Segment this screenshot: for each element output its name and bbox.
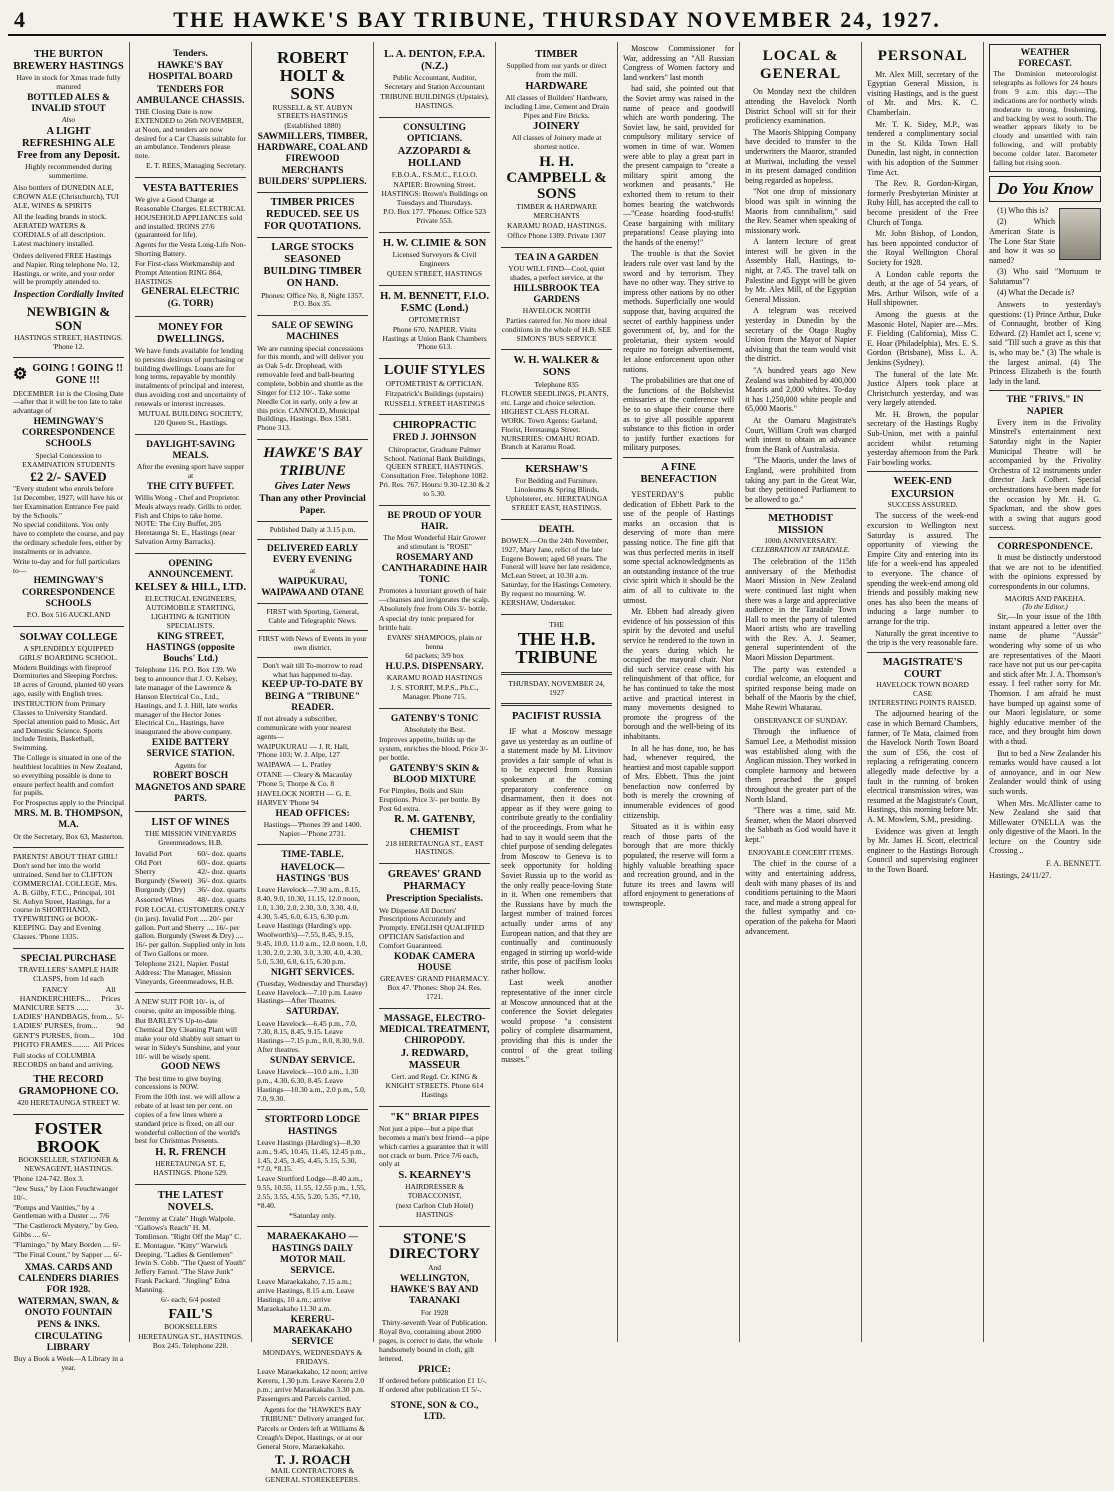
holt-trades: SAWMILLERS, TIMBER, HARDWARE, COAL AND FIREWOOD MERCHANTS BUILDERS' SUPPLIERS. <box>257 132 368 187</box>
louis-ad: LOUIF STYLES OPTOMETRIST & OPTICIAN. Fitzpatrick's Buildings (upstairs) RUSSELL STREET HASTINGS <box>379 359 490 415</box>
published-daily: Published Daily at 3.15 p.m. <box>269 524 356 534</box>
hospital-board: HAWKE'S BAY HOSPITAL BOARD <box>148 61 233 83</box>
city-buffet: THE CITY BUFFET. <box>146 481 235 492</box>
fine-benefaction: A FINE BENEFACTION <box>640 461 717 485</box>
letter-body: Sir,—In your issue of the 18th instant appeared a letter over the name de plume "Aussie" wondering why some of us who are representatives of the Maori race have not put us our per-capita and stick after Mr. J. A. Thomson's essay. I feel rather sorry for Mr. Thomson. I am afraid he must have bumped up against some of our Maori legislature, or some highly educative member of the race, and they brought him down with a thud. But to bed a New Zealander his remarks would have caused a lot of annoyance, and in our New Zealander would think of using such words. When Mrs. McAllister came to New Zealand she said that Millewater O'NELLA was the only digestive of the Maori. In the lecture on the Country side Crossing .. F. A. BENNETT. Hastings, 24/11/27. <box>989 612 1102 880</box>
french-address: HERETAUNGA ST. E, HASTINGS. Phone 529. <box>153 1159 228 1178</box>
magistrates-court: MAGISTRATE'S COURT <box>882 656 963 680</box>
stone-son: STONE, SON & CO., LTD. <box>390 1400 479 1422</box>
stones-directory: STONE'S DIRECTORY <box>389 1230 480 1263</box>
briar-ad: "K" BRIAR PIPES Not just a pipe—but a pipe that becomes a man's best friend—a pipe which carries a guarantee that it will not crack or burn. Price 7/6 each, only at S. KEARNEY'S HAIRDRESSER & TOBACCONIST, (next Carlton Club Hotel) HASTINGS <box>379 1107 490 1227</box>
massage-ad: MASSAGE, ELECTRO-MEDICAL TREATMENT, CHIROPODY. J. REDWARD, MASSEUR Cert. and Regd. Cr. KING & KNIGHT STREETS. Phone 614 Hastings <box>379 1009 490 1107</box>
foster-title: FOSTER BROOK <box>34 1118 103 1156</box>
kearneys: S. KEARNEY'S <box>398 1170 471 1182</box>
record-title: THE RECORD GRAMOPHONE CO. <box>18 1073 119 1097</box>
column-2 <box>130 42 252 1350</box>
local-general: LOCAL & GENERAL <box>760 48 842 82</box>
wine-name: Sherry <box>135 867 156 877</box>
success-assured: SUCCESS ASSURED. <box>887 499 958 509</box>
frivs-napier: THE "FRIVS." IN NAPIER <box>1006 395 1084 417</box>
column-3 <box>252 42 374 1485</box>
bottled-ales: BOTTLED ALES & INVALID STOUT <box>27 92 110 115</box>
new-suit: A NEW SUIT FOR 10/- is, of course, quite an impossible thing. <box>135 997 236 1016</box>
local-body: On Monday next the children attending the Havelock North District School will sit for their proficiency examination. The Maoris Shipping Company have decided to transfer to the underwriters the Maoror, stranded at Muriwai, including the vessel in its present damaged condition being regarded as hopeless. "Not one drop of missionary blood was spilt in winning the Maoris from cannibalism," said the Rev. Seamer when speaking of missionary work. A lantern lecture of great interest will be given in the Assembly Hall, Hastings, to-night, at 7.45. The travel talk on Palestine and Egypt will be given by Mr. Alex Mill, of the Egyptian General Mission. A telegram was received yesterday in Dunedin by the secretary of the Otago Rugby Union from the Mayor of Napier advising that the team would visit the district. "A hundred years ago New Zealand was inhabited by 400,000 Maoris and 2,000 whites. To-day it has 1,250,000 white people and 65,000 Maoris." At the Oamaru Magistrate's Court, William Croft was charged with intent to obtain an advance from the Bank of Australasia. "The Maoris, under the laws of England, were prohibited from taking any part in the Great War, but they petitioned Parliament to be allowed to go." <box>745 87 857 504</box>
letter-date: Hastings, 24/11/27. <box>989 870 1052 880</box>
timetable: TIME-TABLE. <box>281 850 344 861</box>
tribune-ad: HAWKE'S BAY TRIBUNE Gives Later News Than any other Provincial Paper. Published Daily at 3.15 p.m. DELIVERED EARLY EVERY EVENING at WAIPUKURAU, WAIPAWA AND OTANE FIRST with Sporting, General, Cable and Telegraphic News. FIRST with News of Events in your own district. Don't wait till To-morrow to read what has happened to-day. KEEP UP-TO-DATE BY BEING A "TRIBUNE" READER. If not already a subscriber, communicate with your nearest agents— WAIPUKURAU — J. R. Hall, 'Phone 103; W. J. Alpe, 127 WAIPAWA — L. Pratley OTANE — Cleary & Macaulay 'Phone 5; Thorpe & Co. 8 HAVELOCK NORTH — G. E. HARVEY 'Phone 94 HEAD OFFICES: Hastings—'Phones 39 and 1400. Napier—'Phone 2731. <box>257 440 368 845</box>
joinery-heading: JOINERY <box>533 121 581 133</box>
head-offices: HEAD OFFICES: <box>275 808 350 819</box>
bennett-subtitle: OPTOMETRIST <box>408 314 461 324</box>
kelsey-ad: OPENING ANNOUNCEMENT. KELSEY & HILL, LTD. ELECTRICAL ENGINEERS, AUTOMOBILE STARTING, LIGHTING & IGNITION SPECIALISTS. KING STREET, HASTINGS (opposite Bouchs' Ltd.) Telephone 116. P.O. Box 139. We beg to announce that J. O. Kelsey, late manager of the Lawrence & Hanson Electrical Co., Ltd., Hastings, and J. J. Hill, late works manager of the Hector Jones Electrical Co., Hastings, have inaugurated the above company. EXIDE BATTERY SERVICE STATION. Agents for ROBERT BOSCH MAGNETOS AND SPARE PARTS. <box>135 554 246 812</box>
tenders-heading: Tenders. <box>173 49 208 59</box>
walker-sons: W. H. WALKER & SONS <box>513 355 600 379</box>
hemingway-price: £2 2/- SAVED <box>30 469 107 485</box>
court-body: The adjourned hearing of the case in which Bernard Chambers, farmer, of Te Mata, claimed from the Havelock North Town Board the sum of £56, the cost of replacing a refrigerating concern allegedly made defective by a fault in the running of broken electrical transmission wires, was resumed at the Magistrate's Court, Hastings, this morning before Mr. A. M. Mowlem, S.M., presiding. Evidence was given at length by Mr. James H. Scott, electrical engineer to the Hastings Borough Council and supervising engineer to the Town Board. <box>867 709 979 874</box>
going-text: GOING ! GOING !! GONE !!! <box>32 363 124 387</box>
column-5: TIMBER Supplied from our yards or direct from the mill. HARDWARE All classes of Builders' Hardware, including Lime, Cement and Drain Pipes and Fire Bricks. JOINERY All classes of Joinery made at shortest notice. H. H. CAMPBELL & SONS TIMBER & HARDWARE MERCHANTS KARAMU ROAD, HASTINGS. Office Phone 1389. Private 1307 TEA IN A GARDEN YOU WILL FIND—Cool, quiet shades, a perfect service, at the HILLSBROOK TEA GARDENS HAVELOCK NORTH Parties catered for. No more ideal conditions in the whole of H.B. SEE SIMON'S 'BUS SERVICE W. H. WALKER & SONS Telephone 835 FLOWER SEEDLINGS, PLANTS, etc. Large and choice selection. HIGHEST CLASS FLORAL WORK. Town Agents: Garland, Florist, Heretaunga Street. NURSERIES: OMAHU ROAD. Branch at Karamu Road. KERSHAW'S For Bedding and Furniture. Linoleums & Spring Blinds, Upholsterer, etc. HERETAUNGA STREET EAST, HASTINGS. DEATH. BOWEN.—On the 24th November, 1927, Mary Jane, relict of the late Eugene Bowen; aged 68 years. The Funeral will leave her late residence, McLean Street, at 10.30 a.m. Saturday, for the Hastings Cemetery. By request no mourning. W. KERSHAW, Undertaker. THE THE H.B. TRIBUNE THURSDAY, NOVEMBER 24, 1927 PACIFIST RUSSIA IF what a Moscow message gave us yesterday as an outline of a statement made by M. Litvinov provides a fair sample of what is to be expected from Russian spokesmen at the coming preparatory conference on disarmament, then it does not appear as if they were going to contribute greatly to the cordiality of the proceedings. From what he had to say it would seem that the chief purpose of sending delegates from Moscow to Geneva is to seek opportunity for holding Soviet Russia up to the world as the only really peace-loving State in it. When one remembers that the Russians have by much the largest number of trained forces actually under arms of any European nation, and that they are continually and continuously engaged in stirring up world-wide strife, this pose of pacifism looks rather hollow. Last week another representative of the inner circle at Moscow announced that at the conference the Soviet delegates would propose "a consistent policy of complete disarmament, providing that this is under the control of the great toiling masses." <box>496 42 618 1342</box>
wine-price: 60/- doz. quarts <box>197 848 247 858</box>
hemingway-title-2: HEMINGWAY'S CORRESPONDENCE SCHOOLS <box>22 576 115 609</box>
suit-ad: A NEW SUIT FOR 10/- is, of course, quite an impossible thing. But BARLEY'S Up-to-date Chemical Dry Cleaning Plant will make your old shabby suit smart to wear in Sidey's Sunshine, and your 10/- will be wisely spent. GOOD NEWS The best time to give buying concessions is NOW. From the 10th inst. we will allow a rebate of at least ten per cent. on copies of a few lines where a standard price is fixed, on all our wonderful collection of the world's best for Christmas Presents. H. R. FRENCH HERETAUNGA ST. E, HASTINGS. Phone 529. <box>135 993 246 1185</box>
hr-french: H. R. FRENCH <box>155 1147 226 1159</box>
methodist-mission: METHODIST MISSION <box>768 513 833 537</box>
hillsbrook-tea: HILLSBROOK TEA GARDENS <box>513 283 600 305</box>
randall-name: T. J. ROACH <box>274 1451 351 1467</box>
wine-price: 60/- doz. quarts <box>197 857 247 867</box>
burton-title: THE BURTON BREWERY HASTINGS <box>13 49 124 73</box>
foster-subtitle: BOOKSELLER, STATIONER & NEWSAGENT, HASTINGS. <box>18 1155 119 1174</box>
at-text: at <box>309 566 316 576</box>
wine-name: Burgundy (Dry) <box>135 885 186 895</box>
campbell-subtitle: TIMBER & HARDWARE MERCHANTS <box>516 202 597 221</box>
wine-row <box>135 885 246 894</box>
climie-son: H. W. CLIMIE & SON <box>382 238 487 250</box>
daylight-meals: DAYLIGHT-SAVING MEALS. <box>146 439 235 461</box>
walker-ad: W. H. WALKER & SONS Telephone 835 FLOWER SEEDLINGS, PLANTS, etc. Large and choice selection. HIGHEST CLASS FLORAL WORK. Town Agents: Garland, Florist, Heretaunga Street. NURSERIES: OMAHU ROAD. Branch at Karamu Road. <box>501 350 612 459</box>
burton-ad: THE BURTON BREWERY HASTINGS Have in stock for Xmas trade fully matured BOTTLED ALES & INVALID STOUT Also A LIGHT REFRESHING ALE Free from any Deposit. Highly recommended during summertime. Also bottlers of DUNEDIN ALE, CROWN ALE (Christchurch), TUI ALE, WINES & SPIRITS All the leading brands in stock. AERATED WATERS & CORDIALS of all description. Latest machinery installed. Orders delivered FREE Hastings and Napier. Ring telephone No. 12, Hastings, or write, and your order will be promptly attended to. Inspection Cordially Invited NEWBIGIN & SON HASTINGS STREET, HASTINGS. 'Phone 12. <box>13 44 124 358</box>
tea-garden: TEA IN A GARDEN <box>514 252 599 263</box>
editorial-continued: Moscow Commissioner for War, addressing an "All Russian Congress of Women factory and land workers" last month had said, she pointed out that the Soviet army was raised in the name of peace and goodwill which are worth pondering. The Soviet law, he said, provided for compulsory military service of women in time of war. Women were able to play a great part in the present campaign to "create a military spirit among the workmen and peasants." He exhorted them to return to their homes bearing the watchwords—"Cease hoarding food-stuffs! Cease bargaining with military preparations! Cease playing into the hands of the enemy!" The trouble is that the Soviet leaders rule over vast land by the sword and by terrorism. They have no other way. They strive to impress other nations by no other methods. Superficially one would suppose that, having acquired the secret of earthly happiness under government of, by, and for the proletariat, their system would require no foreign advertisement, let alone enforcement upon other nations. The probabilities are that one of the functions of the Bolshevist emissaries at the conference will be to so shape their course there as to give all possible apparent substance to this fiction in order to justify further exactions for military purposes. <box>623 44 735 453</box>
holt-established: (Established 1880) <box>284 121 341 131</box>
newspaper-page <box>8 6 1106 1485</box>
newbigin-address: HASTINGS STREET, HASTINGS. 'Phone 12. <box>14 332 123 351</box>
wine-row <box>135 849 246 858</box>
holt-address: RUSSELL & ST. AUBYN STREETS HASTINGS <box>272 102 353 121</box>
editorial-body: IF what a Moscow message gave us yesterday as an outline of a statement made by M. Litvinov provides a fair sample of what is to be expected from Russian spokesmen at the coming preparatory conference on disarmament, then it does not appear as if they were going to contribute greatly to the cordiality of the proceedings. From what he had to say it would seem that the chief purpose of sending delegates from Moscow to Geneva is to seek opportunity for holding Soviet Russia up to the world as the only really peace-loving State in it. When one remembers that the Russians have by much the largest number of trained forces actually under arms of any European nation, and that they are continually and continuously engaged in stirring up world-wide strife, this pose of pacifism looks rather hollow. Last week another representative of the inner circle at Moscow announced that at the conference the Soviet delegates would propose "a consistent policy of complete disarmament, providing that this is under the control of the great toiling masses." <box>501 727 613 1065</box>
climie-subtitle: Licensed Surveyors & Civil Engineers <box>392 250 477 268</box>
frivs-body: Every item in the Frivolity Minstrel's entertainment next Saturday night in the Napier Municipal Theatre will be accompanied by the Frivolity Orchestra of 12 instruments under director Jack Colbert. Special orchestrations have been made for the occasion by Mr. H. G. Spackman, and the show goes with a swing that augurs good success. <box>989 417 1102 533</box>
hemingway-ad: ⚙ GOING ! GOING !! GONE !!! DECEMBER 1st is the Closing Date —after that it will be too late to take advantage of HEMINGWAY'S CORRESPONDENCE SCHOOLS Special Concession to EXAMINATION STUDENTS £2 2/- SAVED "Every student who enrols before 1st December, 1927, will have his or her Examination Entrance Fee paid by the Schools." No special conditions. You only have to complete the course, and pay the ordinary schedule fees, either by instalments or in advance. Write to-day and for full particulars to— HEMINGWAY'S CORRESPONDENCE SCHOOLS P.O. Box 516 AUCKLAND <box>13 358 124 626</box>
foster-ad: FOSTER BROOK BOOKSELLER, STATIONER & NEWSAGENT, HASTINGS. 'Phone 124-742. Box 3. "Jew Suss," by Lion Feuchtwanger 10/-. "Pomps and Vanities," by a Gentleman with a Duster .... 7/6 "The Castlerock Mystery," by Geo. Gibbs .... 6/- "Flamingo," by Mary Borden .... 6/- "The Final Count," by Sapper .... 6/- XMAS. CARDS AND CALENDERS DIARIES FOR 1928. WATERMAN, SWAN, & ONOTO FOUNTAIN PENS & INKS. CIRCULATING LIBRARY Buy a Book a Week—A Library in a year. <box>13 1118 124 1373</box>
wine-name: Burgundy (Sweet) <box>135 876 193 886</box>
timber-ad: TIMBER Supplied from our yards or direct from the mill. HARDWARE All classes of Builders' Hardware, including Lime, Cement and Drain Pipes and Fire Bricks. JOINERY All classes of Joinery made at shortest notice. H. H. CAMPBELL & SONS TIMBER & HARDWARE MERCHANTS KARAMU ROAD, HASTINGS. Office Phone 1389. Private 1307 <box>501 44 612 248</box>
kershaws: KERSHAW'S <box>525 464 588 476</box>
gatenbys-subtitle: Absolutely the Best. <box>404 725 466 735</box>
general-electric: GENERAL ELECTRIC (G. TORR) <box>141 287 240 309</box>
evans-shampoos: EVANS' SHAMPOOS, plain or henna <box>387 632 483 651</box>
editorial-date: THURSDAY, NOVEMBER 24, 1927 <box>508 679 605 698</box>
hemingway-address: P.O. Box 516 AUCKLAND <box>26 610 111 620</box>
gatenbys-skin: GATENBY'S SKIN & BLOOD MIXTURE <box>389 763 480 785</box>
tribune-nameplate: THE H.B. TRIBUNE <box>515 628 598 668</box>
large-stocks: LARGE STOCKS SEASONED BUILDING TIMBER ON HAND. <box>263 242 362 290</box>
wine-list <box>135 849 246 904</box>
kelsey-hill: KELSEY & HILL, LTD. <box>135 582 246 594</box>
walker-phone: Telephone 835 <box>534 379 579 389</box>
first-sporting: FIRST with Sporting, General, Cable and Telegraphic News. <box>266 607 359 626</box>
russell-street: RUSSELL STREET HASTINGS <box>384 398 485 408</box>
wine-name: Assorted Wines <box>135 894 185 904</box>
towns: WAIPUKURAU, WAIPAWA AND OTANE <box>261 576 364 599</box>
sunday-observance: OBSERVANCE OF SUNDAY. <box>753 715 848 725</box>
delivered-early: DELIVERED EARLY EVERY EVENING <box>266 543 359 565</box>
briar-pipes: "K" BRIAR PIPES <box>390 1112 479 1123</box>
personal: PERSONAL <box>877 48 968 64</box>
gatenby-address: 218 HERETAUNGA ST., EAST HASTINGS. <box>385 838 484 857</box>
greaves-ad: GREAVES' GRAND PHARMACY Prescription Specialists. We Dispense All Doctors' Prescriptions Accurately and Promptly. ENGLISH QUALIFIED OPTICIAN Satisfaction and Comfort Guaranteed. KODAK CAMERA HOUSE GREAVES' GRAND PHARMACY. Box 47. 'Phones: Shop 24. Res. 1721. <box>379 864 490 1008</box>
stones-year: For 1928 <box>420 1307 449 1317</box>
parents-ad: PARENTS! ABOUT THAT GIRL! Don't send her into the world untrained. Send her to CLIFTON COMMERCIAL COLLEGE, Mrs. A. B. Gilby, F.T.C., Principal, 101 St. Aubyn Street, Hastings, for a course in SHORTHAND, TYPEWRITING or BOOK-KEEPING. Day and Evening Classes. 'Phone 1335. <box>13 848 124 948</box>
climie-ad <box>379 233 490 286</box>
dont-wait: Don't wait till To-morrow to read what has happened to-day. <box>262 660 363 679</box>
climie-address: QUEEN STREET, HASTINGS <box>387 268 483 278</box>
holt-phones: Phones: Office No. 8, Night 1357. P.O. Box 35. <box>261 290 364 309</box>
wine-price: 36/- doz. quarts <box>197 876 247 886</box>
concert-body: The chief in the course of a witty and entertaining address, dealt with many phases of its and conditions pertaining to the Maori race, and made a strong appeal for the fullest sympathy and co-operation of the pakeha for Maori advancement. <box>745 859 857 936</box>
to-the-editor: (To the Editor.) <box>1022 602 1068 612</box>
waterman-pens: WATERMAN, SWAN, & ONOTO FOUNTAIN PENS & INKS. <box>17 1297 120 1330</box>
record-address: 420 HERETAUNGA STREET W. <box>17 1097 120 1107</box>
timber-heading: TIMBER <box>535 49 578 60</box>
special-purchase: SPECIAL PURCHASE <box>20 953 117 964</box>
wine-row <box>135 876 246 885</box>
fails-address: HERETAUNGA ST., HASTINGS. Box 245. Telephone 228. <box>138 1332 243 1350</box>
death-heading: DEATH. <box>538 524 575 535</box>
hair-ad: BE PROUD OF YOUR HAIR. The Most Wonderful Hair Grower and stimulant is "ROSE" ROSEMARY AND CANTHARADINE HAIR TONIC Promotes a luxuriant growth of hair—cleanses and invigorates the scalp. Absolutely free from Oils 3/- bottle. A special dry tonic prepared for brittle hair. EVANS' SHAMPOOS, plain or henna 6d packets; 3/9 box H.U.P.S. DISPENSARY. KARAMU ROAD HASTINGS J. S. STORRT, M.P.S., Ph.C., Manager. Phone 715. <box>379 506 490 709</box>
quiz-body: (1) Who this is? (2) Which American State is The Lone Star State and how it was so named? (3) Who said "Mortuum te Salutamus"? (4) What the Decade is? Answers to yesterday's questions: (1) Prince Arthur, Duke of Connaught, brother of King Edward. (2) Hamlet act I, scene v; said "Till such a grave as this that is, who may be." (3) The whale is the largest animal. (4) The Princess Elizabeth is the fourth lady in the land. <box>989 205 1102 386</box>
newspaper-title: THE HAWKE'S BAY TRIBUNE, THURSDAY NOVEMBER 24, 1927. <box>173 7 941 32</box>
louis-subtitle: OPTOMETRIST & OPTICIAN. <box>385 378 484 388</box>
wine-price: 42/- doz. quarts <box>197 867 247 877</box>
light-ale: A LIGHT REFRESHING ALE Free from any Deposit. <box>17 126 120 162</box>
weather-forecast: WEATHER FORECAST. <box>1018 48 1072 70</box>
correspondence: CORRESPONDENCE. <box>997 541 1093 552</box>
gatenby-ad: GATENBY'S TONIC Absolutely the Best. Improves appetite, builds up the system, enriches the blood. Price 3/- per bottle. GATENBY'S SKIN & BLOOD MIXTURE For Pimples, Boils and Skin Eruptions. Price 3/- per bottle. By Post 6d extra. R. M. GATENBY, CHEMIST 218 HERETAUNGA ST., EAST HASTINGS. <box>379 709 490 864</box>
timber-prices: TIMBER PRICES REDUCED. SEE US FOR QUOTATIONS. <box>264 197 362 233</box>
library-text: Buy a Book a Week—A Library in a year. <box>13 1354 124 1373</box>
concert-items: ENJOYABLE CONCERT ITEMS. <box>748 847 854 857</box>
solway-ad: SOLWAY COLLEGE A SPLENDIDLY EQUIPPED GIRLS' BOARDING SCHOOL. Modern Buildings with fireproof Dormitories and Sleeping Porches. 18 acres of Ground, planted 60 years ago, easily with English trees. INSTRUCTION from Primary Classes to University Standard. Special attention paid to Music, Art and Domestic Science. Sports include Tennis, Basketball, Swimming. The College is situated in one of the healthiest localities in New Zealand, so everything possible is done to ensure perfect health and comfort for pupils. For Prospectus apply to the Principal MRS. M. B. THOMPSON, M.A. Or the Secretary, Box 63, Masterton. <box>13 627 124 849</box>
saturday: SATURDAY. <box>286 1007 339 1018</box>
keep-up-to-date: KEEP UP-TO-DATE BY BEING A "TRIBUNE" READER. <box>261 680 364 713</box>
night-services: NIGHT SERVICES. <box>270 967 355 978</box>
column-1 <box>8 42 130 1373</box>
bosch-magnetos: ROBERT BOSCH MAGNETOS AND SPARE PARTS. <box>135 771 246 804</box>
column-9 <box>984 42 1106 1342</box>
hups-dispensary: H.U.P.S. DISPENSARY. <box>385 662 484 673</box>
kereru-service: KERERU-MARAEKAKAHO SERVICE <box>272 1314 353 1348</box>
opening-announcement: OPENING ANNOUNCEMENT. <box>147 558 234 581</box>
gatenbys-tonic: GATENBY'S TONIC <box>390 713 479 724</box>
vesta-ad: VESTA BATTERIES We give a Good Charge at Reasonable Charges. ELECTRICAL HOUSEHOLD APPLIANCES sold and installed. IRONS 27/6 (guaranteed for life). Agents for the Vesta Long-Life Non-Shorting Battery. For First-class Workmanship and Prompt Attention RING 864, HASTINGS GENERAL ELECTRIC (G. TORR) <box>135 178 246 317</box>
proud-hair: BE PROUD OF YOUR HAIR. <box>387 510 482 532</box>
exide-station: EXIDE BATTERY SERVICE STATION. <box>146 738 235 760</box>
redward-masseur: J. REDWARD, MASSEUR <box>400 1048 469 1072</box>
kershaw-ad: KERSHAW'S For Bedding and Furniture. Linoleums & Spring Blinds, Upholsterer, etc. HERETAUNGA STREET EAST, HASTINGS. <box>501 459 612 519</box>
correspondence-intro: It must be distinctly understood that we are not to be identified with the opinions expressed by correspondents in our columns. <box>989 553 1102 591</box>
gatenby-chemist: R. M. GATENBY, CHEMIST <box>394 814 475 838</box>
havelock-court: HAVELOCK TOWN BOARD CASE <box>876 679 969 698</box>
sunday-service: SUNDAY SERVICE. <box>270 1055 356 1066</box>
wine-row <box>135 895 246 904</box>
louis-styles: LOUIF STYLES <box>384 363 486 379</box>
denton-ad <box>379 44 490 118</box>
massage-treatment: MASSAGE, ELECTRO-MEDICAL TREATMENT, CHIROPODY. <box>379 1013 490 1047</box>
campbell-title: H. H. CAMPBELL & SONS <box>506 154 607 202</box>
kodak-house: KODAK CAMERA HOUSE <box>394 951 476 973</box>
excursion-body: The success of the week-end excursion to Wellington next Saturday is assured. The opportunity of viewing the Empire City and entering into its life for a week-end has appealed to everyone. The chance of spending the week-end among old friends and possibly making new ones has also been the means of inducing a large number to arrange for the trip. Naturally the great incentive to the trip is the very reasonable fare. <box>867 511 979 648</box>
greaves-subtitle: Prescription Specialists. <box>386 894 484 905</box>
death-notice: DEATH. BOWEN.—On the 24th November, 1927, Mary Jane, relict of the late Eugene Bowen; aged 68 years. The Funeral will leave her late residence, McLean Street, at 10.30 a.m. Saturday, for the Hastings Cemetery. By request no mourning. W. KERSHAW, Undertaker. <box>501 520 612 615</box>
personal-body: Mr. Alex Mill, secretary of the Egyptian General Mission, is visiting Hastings, and is the guest of Mr. and Mrs. K. C. Chamberlain. Mr. T. K. Sidey, M.P., was tendered a complimentary social in the St. Kilda Town Hall Dunedin, last night, in connection with his adoption of the Summer Time Act. The Rev. R. Gordon-Kirgan, formerly Presbyterian Minister at Ruby Hill, has accepted the call to become president of the Free Church of Tonga. Mr. John Bishop, of London, has been appointed conductor of the Royal Wellington Choral Society for 1928. A London cable reports the death, at the age of 54 years, of Mrs. Arthur Wilson, wife of a Hull shipowner. Among the guests at the Masonic Hotel, Napier are—Mrs. F. Fielding (California), Miss C. E. Hoar (Philadelphia), Mrs. E. S. Gordon (Brisbane), Miss L. A. Jenkins (Sydney). The funeral of the late Mr. Justice Alpers took place at Christchurch yesterday, and was very largely attended. Mr. H. Brown, the popular secretary of the Hastings Rugby Sub-Union, met with a painful accident whilst returning yesterday afternoon from the Park Fair bowling works. <box>867 69 979 467</box>
daylight-ad: DAYLIGHT-SAVING MEALS. After the evening sport have supper at THE CITY BUFFET. Willis Wong - Chef and Proprietor. Meals always ready. Grills to order. Fish and Chips to take home. NOTE: The City Buffet, 205 Heretaunga St. E., Hastings (near Salvation Army Barracks). <box>135 435 246 554</box>
novels-ad: THE LATEST NOVELS. "Jeremy at Crale" Hugh Walpole. "Gallows's Reach" H. M. Tomlinson. "Right Off the Map" C. E. Montague. "Kitty" Warwick Deeping. "Ladies & Gentlemen" Irwin S. Cobb. "The Quest of Youth" Jeffery Farnol. "The Slave Junk" Frank Packard. "Jingling" Edna Manning. 6/- each; 6/4 posted FAIL'S BOOKSELLERS HERETAUNGA ST., HASTINGS. Box 245. Telephone 228. <box>135 1190 246 1350</box>
travellers-text: TRAVELLERS' SAMPLE HAIR CLASPS, from 1d each <box>18 965 119 983</box>
newbigin-name: NEWBIGIN & SON <box>26 304 111 334</box>
first-events: FIRST with News of Events in your own district. <box>258 634 367 652</box>
kearney-subtitle: HAIRDRESSER & TOBACCONIST, <box>405 1182 465 1201</box>
azzopardi-ad: CONSULTING OPTICIANS. AZZOPARDI & HOLLAND F.B.O.A., F.S.M.C., F.I.O.O. NAPIER: Browning Street. HASTINGS: Brown's Buildings on Tuesdays and Thursdays. P.O. Box 177. 'Phones: Office 523 Private 553. <box>379 118 490 234</box>
rosemary-tonic: ROSEMARY AND CANTHARADINE HAIR TONIC <box>381 552 488 586</box>
sewing-ad: SALE OF SEWING MACHINES We are running special concessions for this month, and will deliver you as Oak 5-dr. Drophead, with removable feed and ball-bearing complete, bobbin and shuttle as the Singer for £12 10/-. Take some Needle Cot in early, only a few at this price. CANNOLD, Municipal Buildings, Hastings. Box 1581. Phone 313. <box>257 316 368 440</box>
tenders-ad: Tenders. HAWKE'S BAY HOSPITAL BOARD TENDERS FOR AMBULANCE CHASSIS. THE Closing Date is now EXTENDED to 26th NOVEMBER, at Noon, and tenders are now desired for a Car Chassis suitable for an ambulance. Tenderers please note. E. T. REES, Managing Secretary. <box>135 44 246 178</box>
greaves-pharmacy: GREAVES' GRAND PHARMACY <box>387 869 482 893</box>
wine-row <box>135 867 246 876</box>
havelock-north: HAVELOCK NORTH <box>522 306 591 316</box>
tribune-subtitle: Gives Later News <box>274 481 351 493</box>
do-you-know: Do You Know <box>989 176 1101 202</box>
tribune-title: HAWKE'S BAY TRIBUNE <box>263 445 362 479</box>
wine-price: 48/- doz. quarts <box>197 894 247 904</box>
methodist-body: The celebration of the 115th anniversary of the Methodist Maori Mission in New Zealand were continued last night when there was a large and appreciative audience in the Taradale Town Hall to meet the party of talented Maori artists who are travelling with the Rev. A. J. Seamer, general superintendent of the Maori Mission Department. The party was extended a cordial welcome, an eloquent and spirited response being made on behalf of the Maoris by the chief, Mahe Rewiri Whatarau. <box>745 557 857 713</box>
column-7 <box>740 42 862 1342</box>
pacifist-russia: PACIFIST RUSSIA <box>511 710 602 722</box>
columns <box>8 42 1106 1485</box>
kelsey-subtitle: ELECTRICAL ENGINEERS, AUTOMOBILE STARTING, LIGHTING & IGNITION SPECIALISTS. <box>145 594 236 630</box>
hemingway-title: HEMINGWAY'S CORRESPONDENCE SCHOOLS <box>22 417 115 450</box>
mission-vineyards: THE MISSION VINEYARDS Greenmeadows, H.B. <box>144 829 237 847</box>
good-news: GOOD NEWS <box>160 1062 221 1073</box>
column-8 <box>862 42 984 1342</box>
also-text: Also <box>61 115 76 125</box>
column-4 <box>374 42 496 1422</box>
fails-subtitle: BOOKSELLERS <box>164 1322 217 1332</box>
inspection-text: Inspection Cordially Invited <box>13 290 124 301</box>
wine-price: 36/- doz. quarts <box>197 885 247 895</box>
holt-ad <box>257 44 368 316</box>
money-ad: MONEY FOR DWELLINGS. We have funds available for lending to persons desirous of purchasing or building dwellings. Loans are for long terms, repayable by monthly instalments of principal and interest, thus avoiding cost and uncertainty of renewals or interest increases. MUTUAL BUILDING SOCIETY, 120 Queen St., Hastings. <box>135 317 246 435</box>
stortford-lodge: STORTFORD LODGE HASTINGS <box>264 1115 361 1137</box>
bennett-ad: H. M. BENNETT, F.I.O. F.SMC (Lond.) OPTOMETRIST Phone 670. NAPIER. Visits Hastings at Union Bank Chambers 'Phone 613. <box>379 286 490 360</box>
sunday-body: Through the influence of Samuel Lee, a Methodist mission was established along with the Anglican mission. They worked in complete harmony and between them preached the gospel throughout the greater part of the North Island. "There was a time, said Mr. Seamer, when the Maori observed the Sabbath as God would have it kept." <box>745 727 857 844</box>
masthead <box>8 6 1106 36</box>
celebration-taradale: CELEBRATION AT TARADALE. <box>751 545 851 555</box>
timber-subtitle: Supplied from our yards or direct from the mill. <box>506 61 607 79</box>
stones-subtitle: WELLINGTON, HAWKE'S BAY AND TARANAKI <box>390 1274 479 1307</box>
methodist-subtitle: 100th ANNIVERSARY. <box>764 536 837 546</box>
solway-subtitle: A SPLENDIDLY EQUIPPED GIRLS' BOARDING SCHOOL. <box>19 643 118 662</box>
agents-tribune: Agents for the "HAWKE'S BAY TRIBUNE" Delivery arranged for. <box>260 1405 365 1424</box>
fails-title: FAIL'S <box>168 1306 213 1322</box>
interesting-points: INTERESTING POINTS RAISED. <box>868 697 977 707</box>
solway-title: SOLWAY COLLEGE <box>19 631 118 643</box>
wine-name: Invalid Port <box>135 848 173 858</box>
burton-text: Have in stock for Xmas trade fully matured <box>16 73 121 91</box>
denton-title: L. A. DENTON, F.P.A. (N.Z.) <box>384 49 485 73</box>
maoris-pakeha: MAORIS AND PAKEHA. <box>1004 593 1086 603</box>
chiro-ad: CHIROPRACTIC FRED J. JOHNSON Chiropractor, Graduate Palmer School. National Bank Buildings, QUEEN STREET, HASTINGS. Consultation Free. Telephone 1082. Pri. Res. 767. Hours: 9.30-12.30 & 2 to 5.30. <box>379 415 490 505</box>
letter-signoff: F. A. BENNETT. <box>1046 859 1102 869</box>
stortford-ad: STORTFORD LODGE HASTINGS Leave Hastings (Harding's)—8.30 a.m., 9.45, 10.45, 11.45, 12.45 p.m., 1.45, 2.45, 3.45, 4.45, 5.15, 5.30, *7.0, *8.15. Leave Stortford Lodge—8.40 a.m., 9.55, 10.55, 11.55, 12.55 p.m., 1.55, 2.55, 3.55, 4.55, 5.20, 5.35, *7.10, *8.40. *Saturday only. <box>257 1110 368 1227</box>
latest-novels: THE LATEST NOVELS. <box>157 1190 224 1214</box>
page-number: 4 <box>14 7 25 32</box>
maraekakaho: MARAEKAKAHO — HASTINGS DAILY MOTOR MAIL SERVICE. <box>267 1232 359 1277</box>
wine-row <box>135 858 246 867</box>
holt-title: ROBERT HOLT & SONS <box>276 48 349 103</box>
mail-contractors: MAIL CONTRACTORS & GENERAL STOREKEEPERS. <box>265 1466 360 1485</box>
solway-contact: MRS. M. B. THOMPSON, M.A. <box>14 809 123 831</box>
azzopardi-holland: AZZOPARDI & HOLLAND <box>397 145 472 169</box>
denton-subtitle: Public Accountant, Auditor, Secretary and Station Accountant <box>384 73 485 91</box>
consulting-opticians: CONSULTING OPTICIANS. <box>403 122 467 144</box>
circulating-library: CIRCULATING LIBRARY <box>34 1331 103 1354</box>
wines-ad: LIST OF WINES THE MISSION VINEYARDS Greenmeadows, H.B. Invalid Port 60/- doz. quarts Old Port 60/- doz. quarts Sherry 42/- doz. quarts Burgundy (Sweet) 36/- doz. quarts Burgundy (Dry) 36/- doz. quarts Assorted Wines 48/- doz. quarts FOR LOCAL CUSTOMERS ONLY (in jars). Invalid Port .... 20/- per gallon. Port and Sherry .... 16/- per gallon. Burgundy (Sweet & Dry) .... 16/- per gallon. Supplied only in lots of Two Gallons or more. Telephone 2121, Napier. Postal Address: The Manager, Mission Vineyards, Greenmeadows, H.B. <box>135 812 246 993</box>
karamu-road: KARAMU ROAD HASTINGS <box>386 673 483 683</box>
column-6 <box>618 42 740 1342</box>
moscow-lead: Moscow Commissioner for War, addressing an "All Russian Congress of Women factory and land workers" last month <box>623 44 735 82</box>
week-end-excursion: WEEK-END EXCURSION <box>891 476 955 500</box>
timetable-ad: TIME-TABLE. HAVELOCK—HASTINGS 'BUS Leave Havelock—7.30 a.m., 8.15, 8.40, 9.0, 10.30, 11.15, 12.0 noon, 1.0, 1.30, 2.0, 2.30, 3.0, 3.30, 4.0, 4.30, 5.45, 6.0, 6.15, 6.30 p.m. Leave Hastings (Harding's opp. Woolworth's)—7.55, 8.45, 9.15, 9.45, 10.0, 11.0 a.m., 12.0 noon, 1.0, 1.30, 2.0, 2.30, 3.0, 3.30, 4.0, 4.30, 5.0, 5.30, 6.0, 6.15, 6.30 p.m. NIGHT SERVICES. (Tuesday, Wednesday and Thursday) Leave Havelock—7.10 p.m. Leave Hastings—After Theatres. SATURDAY. Leave Havelock—6.45 p.m., 7.0, 7.30, 8.15, 8.45, 9.15. Leave Hastings—7.15 p.m., 8.0, 8.30, 9.0. After theatres. SUNDAY SERVICE. Leave Havelock—10.0 a.m., 1.30 p.m., 4.30, 6.30, 8.45. Leave Hastings—10.30 a.m., 2.0 p.m., 5.0, 7.0, 9.30. <box>257 845 368 1110</box>
sale-sewing-machines: SALE OF SEWING MACHINES <box>271 321 354 343</box>
benefaction-body: YESTERDAY'S public dedication of Ebbett Park to the use of the people of Hastings marks an occasion that is deserving of more than mere passing notice. The fine gift that was thus perfected merits in itself some special acknowledgments as an outstanding instance of the true civic spirit which it should be the aim of all to cultivate to the utmost. Mr. Ebbett had already given evidence of his possession of this spirit by the devoted and useful service he rendered to the town in the years during which he occupied the mayoral chair. Nor did such service cease with his relinquishment of that office, for he has continued to take the most active and practical interest in many movements designed to promote the progress of the borough and the well-being of its inhabitants. In all he has done, too, he has had, whenever required, the heartiest and most capable support of Mrs. Ebbett. Thus the joint benefaction now conferred by both is merely the crowning of innumerable evidences of good citizenship. Situated as it is within easy reach of those parts of the borough that are more thickly populated, the reserve will form a highly valuable breathing space and recreation ground, and in the future its trees and lawns will afford enjoyment to generations of townspeople. <box>623 490 735 908</box>
havelock-bus: HAVELOCK—HASTINGS 'BUS <box>276 862 349 884</box>
hcs-logo-icon: ⚙ <box>13 366 28 384</box>
hardware-heading: HARDWARE <box>525 80 588 92</box>
tribune-than: Than any other Provincial Paper. <box>259 494 366 516</box>
agents-text: Also bottlers of DUNEDIN ALE, CROWN ALE (Christchurch), TUI ALE, WINES & SPIRITS <box>13 182 119 210</box>
mutual-society: MUTUAL BUILDING SOCIETY, 120 Queen St., Hastings. <box>138 408 243 427</box>
money-dwellings: MONEY FOR DWELLINGS. <box>156 321 225 345</box>
list-of-wines: LIST OF WINES <box>151 816 230 828</box>
king-street: KING STREET, HASTINGS (opposite Bouchs' Ltd.) <box>146 631 235 665</box>
fred-johnson: FRED J. JOHNSON <box>392 433 477 444</box>
campbell-address: KARAMU ROAD, HASTINGS. <box>506 221 607 231</box>
xmas-cards: XMAS. CARDS AND CALENDERS DIARIES FOR 1928. <box>18 1262 119 1296</box>
stones-price: PRICE: <box>418 1364 451 1375</box>
portrait-image <box>1059 208 1101 260</box>
maraekakaho-ad: MARAEKAKAHO — HASTINGS DAILY MOTOR MAIL SERVICE. Leave Maraekakaho, 7.15 a.m.; arrive Hastings, 8.15 a.m. Leave Hastings, 10 a.m.; arrive Maraekakaho 11.30 a.m. KERERU-MARAEKAKAHO SERVICE MONDAYS, WEDNESDAYS & FRIDAYS. Leave Maraekakaho, 12 noon; arrive Kereru, 1.30 p.m. Leave Kereru 2.0 p.m.; arrive Maraekakaho 3.30 p.m. Passengers and Parcels carried. Agents for the "HAWKE'S BAY TRIBUNE" Delivery arranged for. Parcels or Orders left at Williams & Creagh's Depot, Hastings, or at our General Store, Maraekakaho. T. J. ROACH MAIL CONTRACTORS & GENERAL STOREKEEPERS. <box>257 1232 368 1485</box>
wine-name: Old Port <box>135 857 162 867</box>
denton-address: TRIBUNE BUILDINGS (Upstairs), HASTINGS. <box>380 91 489 110</box>
chiropractic: CHIROPRACTIC <box>392 420 477 432</box>
stones-ad: STONE'S DIRECTORY And WELLINGTON, HAWKE'S BAY AND TARANAKI For 1928 Thirty-seventh Year of Publication. Royal 8vo, containing about 2000 pages, is correct to date, the whole handsomely bound in cloth, gilt lettered. PRICE: If ordered before publication £1 1/-. If ordered after publication £1 5/-. STONE, SON & CO., LTD. <box>379 1227 490 1429</box>
vesta-batteries: VESTA BATTERIES <box>142 182 239 194</box>
tenders-for: TENDERS FOR AMBULANCE CHASSIS. <box>136 84 245 106</box>
special-purchase-ad: SPECIAL PURCHASE TRAVELLERS' SAMPLE HAIR CLASPS, from 1d each FANCY HANDKERCHIEFS... All Prices MANICURE SETS ...... 3/- LADIES' HANDBAGS, from... 5/- LADIES' PURSES, from... 9d GENT'S PURSES, from... 10d PHOTO FRAMES......... All Prices Full stocks of COLUMBIA RECORDS on hand and arriving. THE RECORD GRAMOPHONE CO. 420 HERETAUNGA STREET W. <box>13 949 124 1115</box>
weather-box: WEATHER FORECAST. The Dominion meteorologist telegraphs as follows for 24 hours from 9 a.m. this day:—The indications are for northerly winds moderate to strong, freshening, and backing by west to south. The weather appears likely to be cloudy and unsettled with rain following, and will probably become colder later. Barometer falling but rising soon. <box>989 44 1101 172</box>
tea-ad: TEA IN A GARDEN YOU WILL FIND—Cool, quiet shades, a perfect service, at the HILLSBROOK TEA GARDENS HAVELOCK NORTH Parties catered for. No more ideal conditions in the whole of H.B. SEE SIMON'S 'BUS SERVICE <box>501 248 612 351</box>
bennett-title: H. M. BENNETT, F.I.O. F.SMC (Lond.) <box>380 290 489 314</box>
recommended-text: Highly recommended during summertime. <box>25 162 112 181</box>
